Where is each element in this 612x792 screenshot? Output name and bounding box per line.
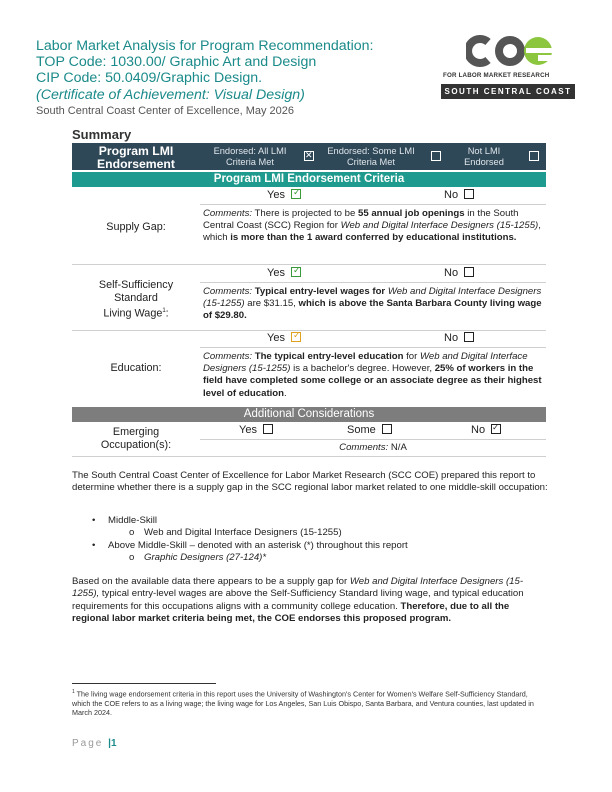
option-some-met — [322, 146, 420, 168]
comment-text: is a bachelor's degree. However, — [290, 363, 435, 375]
yes-label: Yes — [267, 189, 285, 201]
endorsement-header: Program LMI Endorsement — [97, 144, 175, 171]
check-icon[interactable]: ✓ — [293, 187, 301, 197]
sub-list-item — [72, 527, 548, 539]
logo-tagline: FOR LABOR MARKET RESEARCH — [443, 72, 550, 79]
list-item-text: Web and Digital Interface Designers (15-1255) — [144, 527, 342, 539]
check-icon[interactable]: ✓ — [293, 265, 301, 275]
comment-text: . — [284, 387, 287, 399]
footnote-mark: 1 — [72, 689, 75, 695]
comment-bold: 55 annual job openings — [358, 208, 465, 219]
no-label: No — [471, 424, 486, 436]
emerging-label-1: Emerging — [112, 426, 160, 438]
living-wage-label-1: Self-Sufficiency — [98, 279, 174, 291]
report-title — [36, 38, 436, 103]
circle-bullet-icon: o — [129, 551, 135, 563]
comment-bold: which is above the Santa Barbara County living wage of $29.80. — [203, 298, 542, 322]
checkbox-icon[interactable] — [464, 332, 474, 342]
checkbox-icon[interactable] — [382, 424, 392, 434]
criteria-header: Program LMI Endorsement Criteria — [72, 172, 546, 187]
checkbox-icon[interactable] — [464, 267, 474, 277]
option-all-met — [200, 146, 300, 168]
report-subtitle: South Central Coast Center of Excellence, May 2026 — [36, 105, 295, 117]
endorsement-row — [72, 143, 546, 170]
checkbox-icon[interactable] — [464, 189, 474, 199]
no-label: No — [444, 189, 459, 201]
sub-list-item — [72, 552, 548, 564]
option-all-met-checkbox[interactable]: ✕ — [305, 150, 313, 160]
comment-italic: Web and Digital Interface Designers (15-1255) — [203, 286, 542, 310]
education-yes — [267, 332, 301, 344]
living-wage-text: Living Wage — [103, 307, 163, 320]
comment-italic: Web and Digital Interface Designers (15-1255) — [203, 351, 528, 375]
comment-prefix: Comments: — [339, 442, 389, 453]
option-not-endorsed-checkbox[interactable] — [526, 151, 539, 163]
comment-bold: Typical entry-level wages for — [252, 286, 388, 297]
option-not-endorsed — [448, 146, 520, 168]
option-some-met-label: Endorsed: Some LMI Criteria Met — [327, 146, 415, 167]
logo-region-bar: SOUTH CENTRAL COAST — [441, 84, 575, 99]
comment-prefix: Comments: — [203, 208, 253, 219]
conclusion-bold: Therefore, due to all the regional labor market criteria being met, the COE endorses this proposed program. — [72, 600, 510, 624]
logo-c-letter — [468, 39, 488, 63]
emerging-comment — [200, 442, 546, 454]
supply-gap-yes — [267, 189, 301, 201]
comment-text: are $31.15, — [244, 298, 299, 310]
title-line-1: Labor Market Analysis for Program Recommendation: — [36, 38, 374, 54]
footnote-divider — [72, 683, 216, 684]
living-wage-no — [444, 267, 474, 279]
option-not-endorsed-label: Not LMI Endorsed — [464, 146, 504, 167]
living-wage-label — [72, 279, 200, 321]
yes-label: Yes — [267, 267, 285, 279]
comment-prefix: Comments: — [203, 286, 253, 297]
page-separator: | — [108, 738, 111, 749]
living-wage-label-2: Standard — [114, 292, 158, 304]
comment-bold: is more than the 1 award conferred by educational institutions. — [230, 232, 517, 244]
education-no — [444, 332, 474, 344]
comment-text: for — [403, 351, 420, 362]
comment-italic: Web and Digital Interface Designers (15-1255) — [340, 220, 539, 232]
checkbox-icon[interactable] — [263, 424, 273, 434]
emerging-yes — [239, 424, 273, 436]
page-label: Page — [72, 738, 104, 749]
coe-logo — [466, 33, 556, 69]
supply-gap-label: Supply Gap: — [106, 221, 166, 233]
summary-heading: Summary — [72, 127, 132, 142]
yes-label: Yes — [267, 332, 285, 344]
page-number — [72, 738, 117, 749]
bullet-icon: • — [92, 515, 96, 526]
option-some-met-checkbox[interactable] — [428, 151, 441, 163]
emerging-some — [347, 424, 392, 436]
emerging-no — [471, 424, 501, 436]
supply-gap-no — [444, 189, 474, 201]
intro-paragraph: The South Central Coast Center of Excellence for Labor Market Research (SCC COE) prepared this report to determine whether there is a supply gap in the SCC regional labor market related to one middle-skill occupation: — [72, 470, 548, 494]
conclusion-italic: Web and Digital Interface Designers (15-1255), — [72, 576, 524, 600]
title-line-4: (Certificate of Achievement: Visual Design) — [36, 86, 305, 103]
title-line-3: CIP Code: 50.0409/Graphic Design. — [36, 70, 263, 87]
comment-text: There is projected to be — [252, 208, 358, 219]
emerging-label — [72, 426, 200, 452]
education-comment — [203, 351, 543, 400]
bullet-icon: • — [92, 539, 96, 551]
conclusion-paragraph — [72, 576, 548, 625]
additional-header: Additional Considerations — [72, 407, 546, 422]
comment-bold: The typical entry-level education — [252, 351, 404, 362]
no-label: No — [444, 267, 459, 279]
list-item-text: Middle-Skill — [108, 515, 158, 526]
footnote-text: The living wage endorsement criteria in this report uses the University of Washington's Center for Women's Welfare Self-Sufficiency Standard, which the COE refers to as a living wage; the living wage for Los Angeles, San Luis Obispo, Santa Barbara, and Ventura counties, last updated in March 2024. — [72, 689, 534, 717]
list-item — [72, 540, 548, 552]
colon: : — [165, 307, 169, 320]
list-item — [72, 515, 548, 527]
comment-text: N/A — [388, 442, 407, 453]
list-item-text: Graphic Designers (27-124)* — [144, 551, 267, 563]
conclusion-text: typical entry-level wages are above the Self-Sufficiency Standard living wage, and typical education requirements for this occupations aligns with a community college education. — [72, 588, 524, 612]
some-label: Some — [347, 424, 376, 436]
emerging-label-2: Occupation(s): — [100, 439, 172, 451]
yes-label: Yes — [239, 424, 257, 436]
no-label: No — [444, 332, 459, 344]
check-x-icon[interactable]: ✓ — [491, 424, 501, 434]
education-label: Education: — [110, 362, 162, 374]
check-icon[interactable]: ✓ — [293, 330, 301, 340]
title-line-2: TOP Code: 1030.00/ Graphic Art and Design — [36, 54, 317, 71]
footnote-ref[interactable]: 1 — [162, 308, 166, 314]
footnote — [72, 688, 546, 717]
supply-gap-comment — [203, 208, 543, 245]
comment-text: , which — [203, 220, 541, 244]
comment-text: in the South Central Coast (SCC) Region for — [203, 208, 519, 232]
comment-bold: 25% of workers in the field have completed some college or an associate degree as their highest level of education — [203, 363, 542, 399]
living-wage-yes — [267, 267, 301, 279]
circle-bullet-icon: o — [129, 527, 135, 539]
comment-prefix: Comments: — [203, 351, 253, 362]
list-item-text: Above Middle-Skill – denoted with an asterisk (*) throughout this report — [108, 539, 408, 551]
logo-o-letter — [499, 40, 521, 62]
conclusion-text: Based on the available data there appears to be a supply gap for — [72, 576, 350, 587]
page-number-value: 1 — [110, 738, 117, 749]
living-wage-label-3 — [72, 305, 200, 321]
logo-e-letter — [524, 37, 554, 65]
living-wage-comment — [203, 286, 543, 323]
option-all-met-label: Endorsed: All LMI Criteria Met — [213, 146, 287, 167]
occupation-list — [72, 515, 548, 564]
